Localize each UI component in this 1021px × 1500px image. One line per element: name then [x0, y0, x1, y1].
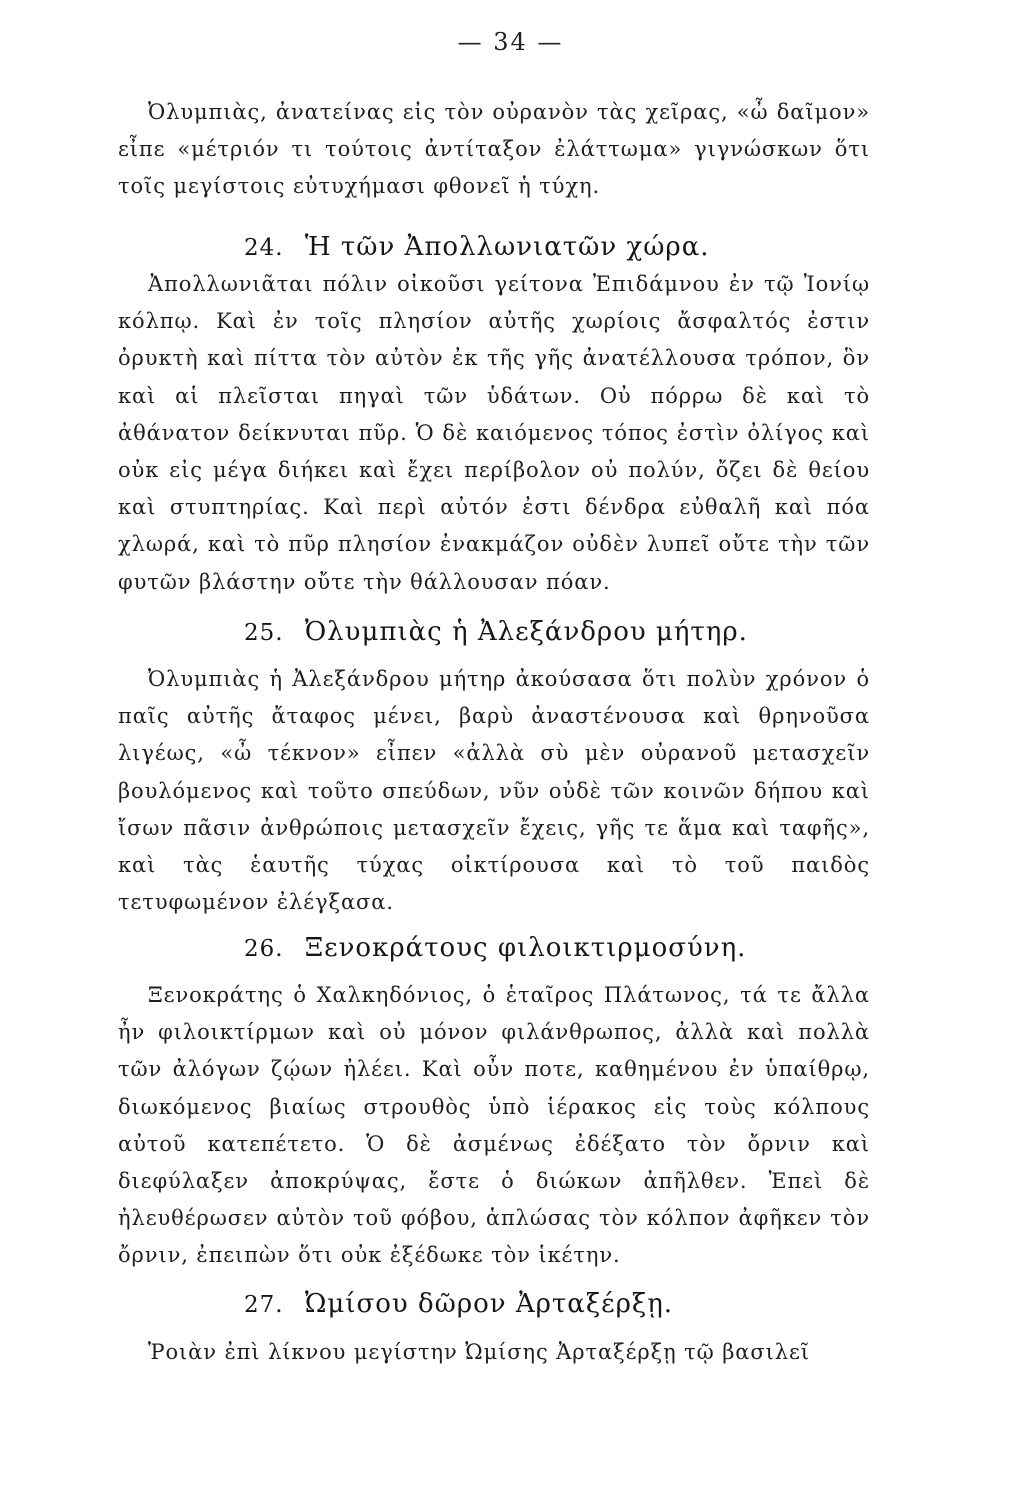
paragraph-apollonia: Ἀπολλωνιᾶται πόλιν οἰκοῦσι γείτονα Ἐπιδάμνου ἐν τῷ Ἰονίῳ κόλπῳ. Καὶ ἐν τοῖς πλησίον αὐτῆς χωρίοις ἄσφαλτός ἐστιν ὀρυκτὴ καὶ πίττα τὸν αὐτὸν ἐκ τῆς γῆς ἀνατέλλουσα τρόπον, ὃν καὶ αἱ πλεῖσται πηγαὶ τῶν ὑδάτων. Οὐ πόρρω δὲ καὶ τὸ ἀθάνατον δείκνυται πῦρ. Ὁ δὲ καιόμενος τόπος ἐστὶν ὀλίγος καὶ οὐκ εἰς μέγα διήκει καὶ ἔχει περίβολον οὐ πολύν, ὄζει δὲ θείου καὶ στυπτηρίας. Καὶ περὶ αὐτόν ἐστι δένδρα εὐθαλῆ καὶ πόα χλωρά, καὶ τὸ πῦρ πλησίον ἐνακμάζον οὐδὲν λυπεῖ οὔτε τὴν τῶν φυτῶν βλάστην οὔτε τὴν θάλλουσαν πόαν.	[118, 272, 870, 594]
section-number: 24.	[244, 235, 284, 261]
section-title: Ὀλυμπιὰς ἡ Ἀλεξάνδρου μήτηρ.	[304, 617, 748, 647]
section-number: 26.	[244, 936, 284, 962]
section-number: 25.	[244, 620, 284, 646]
section-heading-27	[244, 1284, 894, 1325]
section-title: Ὠμίσου δῶρον Ἀρταξέρξῃ.	[304, 1289, 674, 1319]
paragraph-olympias-prayer: Ὀλυμπιὰς, ἀνατείνας εἰς τὸν οὐρανὸν τὰς χεῖρας, «ὦ δαῖμον» εἶπε «μέτριόν τι τούτοις ἀντίταξον ἐλάττωμα» γιγνώσκων ὅτι τοῖς μεγίστοις εὐτυχήμασι φθονεῖ ἡ τύχη.	[118, 100, 870, 199]
section-heading-24	[244, 227, 894, 268]
section-title: Ἡ τῶν Ἀπολλωνιατῶν χώρα.	[304, 232, 710, 262]
section-number: 27.	[244, 1292, 284, 1318]
paragraph-olympias-mother: Ὀλυμπιὰς ἡ Ἀλεξάνδρου μήτηρ ἀκούσασα ὅτι πολὺν χρόνον ὁ παῖς αὐτῆς ἄταφος μένει, βαρὺ ἀναστένουσα καὶ θρηνοῦσα λιγέως, «ὦ τέκνον» εἶπεν «ἀλλὰ σὺ μὲν οὐρανοῦ μετασχεῖν βουλόμενος καὶ τοῦτο σπεύδων, νῦν οὐδὲ τῶν κοινῶν δήπου καὶ ἴσων πᾶσιν ἀνθρώποις μετασχεῖν ἔχεις, γῆς τε ἅμα καὶ ταφῆς», καὶ τὰς ἑαυτῆς τύχας οἰκτίρουσα καὶ τὸ τοῦ παιδὸς τετυφωμένον ἐλέγξασα.	[118, 667, 870, 915]
section-title: Ξενοκράτους φιλοικτιρμοσύνη.	[304, 933, 747, 963]
section-heading-25	[244, 612, 894, 653]
paragraph-xenocrates: Ξενοκράτης ὁ Χαλκηδόνιος, ὁ ἑταῖρος Πλάτωνος, τά τε ἄλλα ἦν φιλοικτίρμων καὶ οὐ μόνον φιλάνθρωπος, ἀλλὰ καὶ πολλὰ τῶν ἀλόγων ζῴων ἠλέει. Καὶ οὖν ποτε, καθημένου ἐν ὑπαίθρῳ, διωκόμενος βιαίως στρουθὸς ὑπὸ ἱέρακος εἰς τοὺς κόλπους αὐτοῦ κατεπέτετο. Ὁ δὲ ἀσμένως ἐδέξατο τὸν ὄρνιν καὶ διεφύλαξεν ἀποκρύψας, ἔστε ὁ διώκων ἀπῆλθεν. Ἐπεὶ δὲ ἠλευθέρωσεν αὐτὸν τοῦ φόβου, ἁπλώσας τὸν κόλπον ἀφῆκεν τὸν ὄρνιν, ἐπειπὼν ὅτι οὐκ ἐξέδωκε τὸν ἱκέτην.	[118, 983, 870, 1268]
section-heading-26	[244, 928, 894, 969]
paragraph-omises-gift: Ῥοιὰν ἐπὶ λίκνου μεγίστην Ὠμίσης Ἀρταξέρξῃ τῷ βασιλεῖ	[148, 1340, 810, 1364]
page-number: — 34 —	[457, 28, 564, 56]
